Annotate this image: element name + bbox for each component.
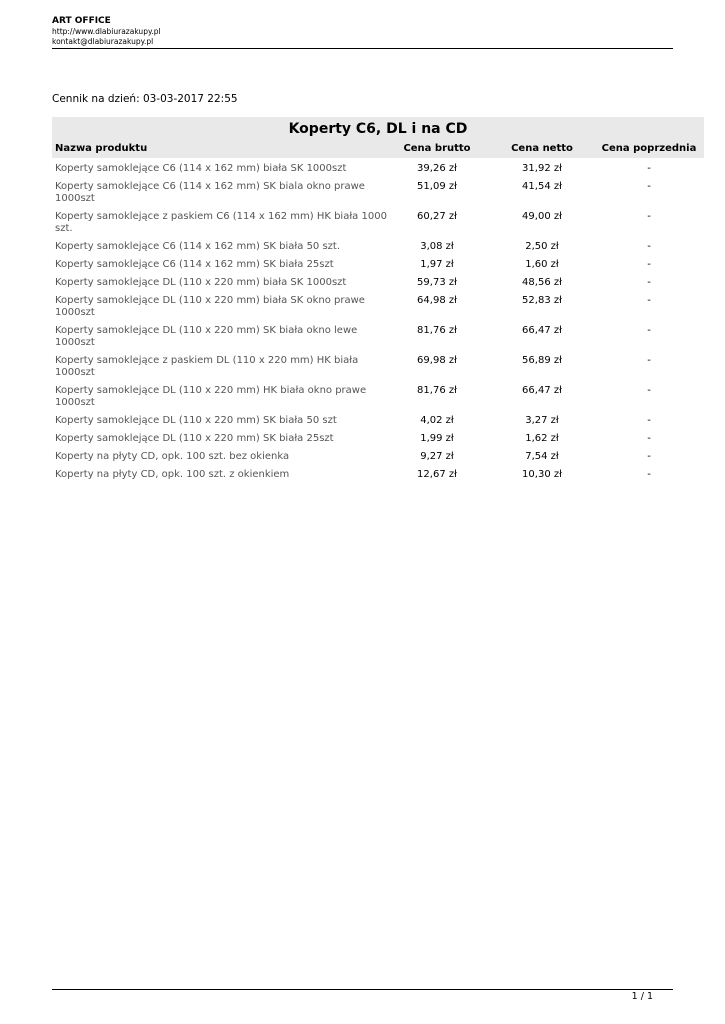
price-previous: - [647,295,651,306]
price-netto: 3,27 zł [525,415,559,426]
product-name: Koperty samoklejące C6 (114 x 162 mm) biała SK 1000szt [55,163,347,174]
table-header [52,140,704,158]
price-previous: - [647,241,651,252]
price-brutto: 81,76 zł [417,325,457,336]
table-row [52,350,704,380]
product-name: Koperty samoklejące DL (110 x 220 mm) biała SK 1000szt [55,277,347,288]
price-netto: 66,47 zł [522,385,562,396]
price-netto: 10,30 zł [522,469,562,480]
price-netto: 41,54 zł [522,181,562,192]
price-previous: - [647,211,651,222]
table-row [52,176,704,206]
document-header [52,16,673,47]
price-netto: 56,89 zł [522,355,562,366]
price-brutto: 60,27 zł [417,211,457,222]
table-row [52,464,704,482]
price-previous: - [647,325,651,336]
product-name: Koperty samoklejące DL (110 x 220 mm) biała SK okno prawe 1000szt [55,295,365,318]
table-body [52,158,704,482]
price-previous: - [647,163,651,174]
price-brutto: 59,73 zł [417,277,457,288]
price-brutto: 51,09 zł [417,181,457,192]
header-divider [52,48,673,49]
product-name: Koperty samoklejące C6 (114 x 162 mm) SK biała 50 szt. [55,241,341,252]
price-netto: 31,92 zł [522,163,562,174]
price-netto: 52,83 zł [522,295,562,306]
price-brutto: 1,97 zł [420,259,454,270]
price-brutto: 1,99 zł [420,433,454,444]
price-brutto: 12,67 zł [417,469,457,480]
price-netto: 1,60 zł [525,259,559,270]
price-previous: - [647,415,651,426]
page-number: 1 / 1 [631,991,653,1002]
table-row [52,290,704,320]
product-name: Koperty na płyty CD, opk. 100 szt. bez okienka [55,451,290,462]
table-row [52,236,704,254]
table-row [52,254,704,272]
price-brutto: 69,98 zł [417,355,457,366]
column-header-netto: Cena netto [511,143,573,154]
price-brutto: 39,26 zł [417,163,457,174]
price-previous: - [647,259,651,270]
company-name: ART OFFICE [52,16,111,26]
price-previous: - [647,355,651,366]
price-brutto: 9,27 zł [420,451,454,462]
price-netto: 66,47 zł [522,325,562,336]
price-previous: - [647,451,651,462]
table-row [52,446,704,464]
column-header-prev: Cena poprzednia [601,143,697,154]
price-previous: - [647,433,651,444]
table-row [52,158,704,176]
price-netto: 49,00 zł [522,211,562,222]
product-name: Koperty na płyty CD, opk. 100 szt. z okienkiem [55,469,290,480]
table-row [52,410,704,428]
price-netto: 48,56 zł [522,277,562,288]
product-name: Koperty samoklejące C6 (114 x 162 mm) SK biala okno prawe 1000szt [55,181,365,204]
price-netto: 7,54 zł [525,451,559,462]
table-row [52,206,704,236]
column-header-brutto: Cena brutto [403,143,471,154]
price-previous: - [647,181,651,192]
table-row [52,272,704,290]
price-previous: - [647,277,651,288]
price-table-section [52,117,704,482]
product-name: Koperty samoklejące DL (110 x 220 mm) SK biała okno lewe 1000szt [55,325,358,348]
product-name: Koperty samoklejące DL (110 x 220 mm) SK biała 50 szt [55,415,337,426]
footer-divider [52,989,673,990]
table-row [52,428,704,446]
price-netto: 2,50 zł [525,241,559,252]
price-brutto: 3,08 zł [420,241,454,252]
price-brutto: 4,02 zł [420,415,454,426]
price-brutto: 64,98 zł [417,295,457,306]
column-header-name: Nazwa produktu [55,143,148,154]
company-website: http://www.dlabiurazakupy.pl [52,27,161,36]
product-name: Koperty samoklejące DL (110 x 220 mm) SK biała 25szt [55,433,334,444]
price-previous: - [647,385,651,396]
price-previous: - [647,469,651,480]
product-name: Koperty samoklejące z paskiem C6 (114 x 162 mm) HK biała 1000 szt. [55,211,387,234]
company-email: kontakt@dlabiurazakupy.pl [52,37,154,46]
price-netto: 1,62 zł [525,433,559,444]
price-brutto: 81,76 zł [417,385,457,396]
table-row [52,380,704,410]
table-row [52,320,704,350]
price-list-date: Cennik na dzień: 03-03-2017 22:55 [52,93,238,105]
product-name: Koperty samoklejące C6 (114 x 162 mm) SK biała 25szt [55,259,334,270]
product-name: Koperty samoklejące DL (110 x 220 mm) HK biała okno prawe 1000szt [55,385,367,408]
section-title: Koperty C6, DL i na CD [52,117,704,140]
product-name: Koperty samoklejące z paskiem DL (110 x 220 mm) HK biała 1000szt [55,355,359,378]
